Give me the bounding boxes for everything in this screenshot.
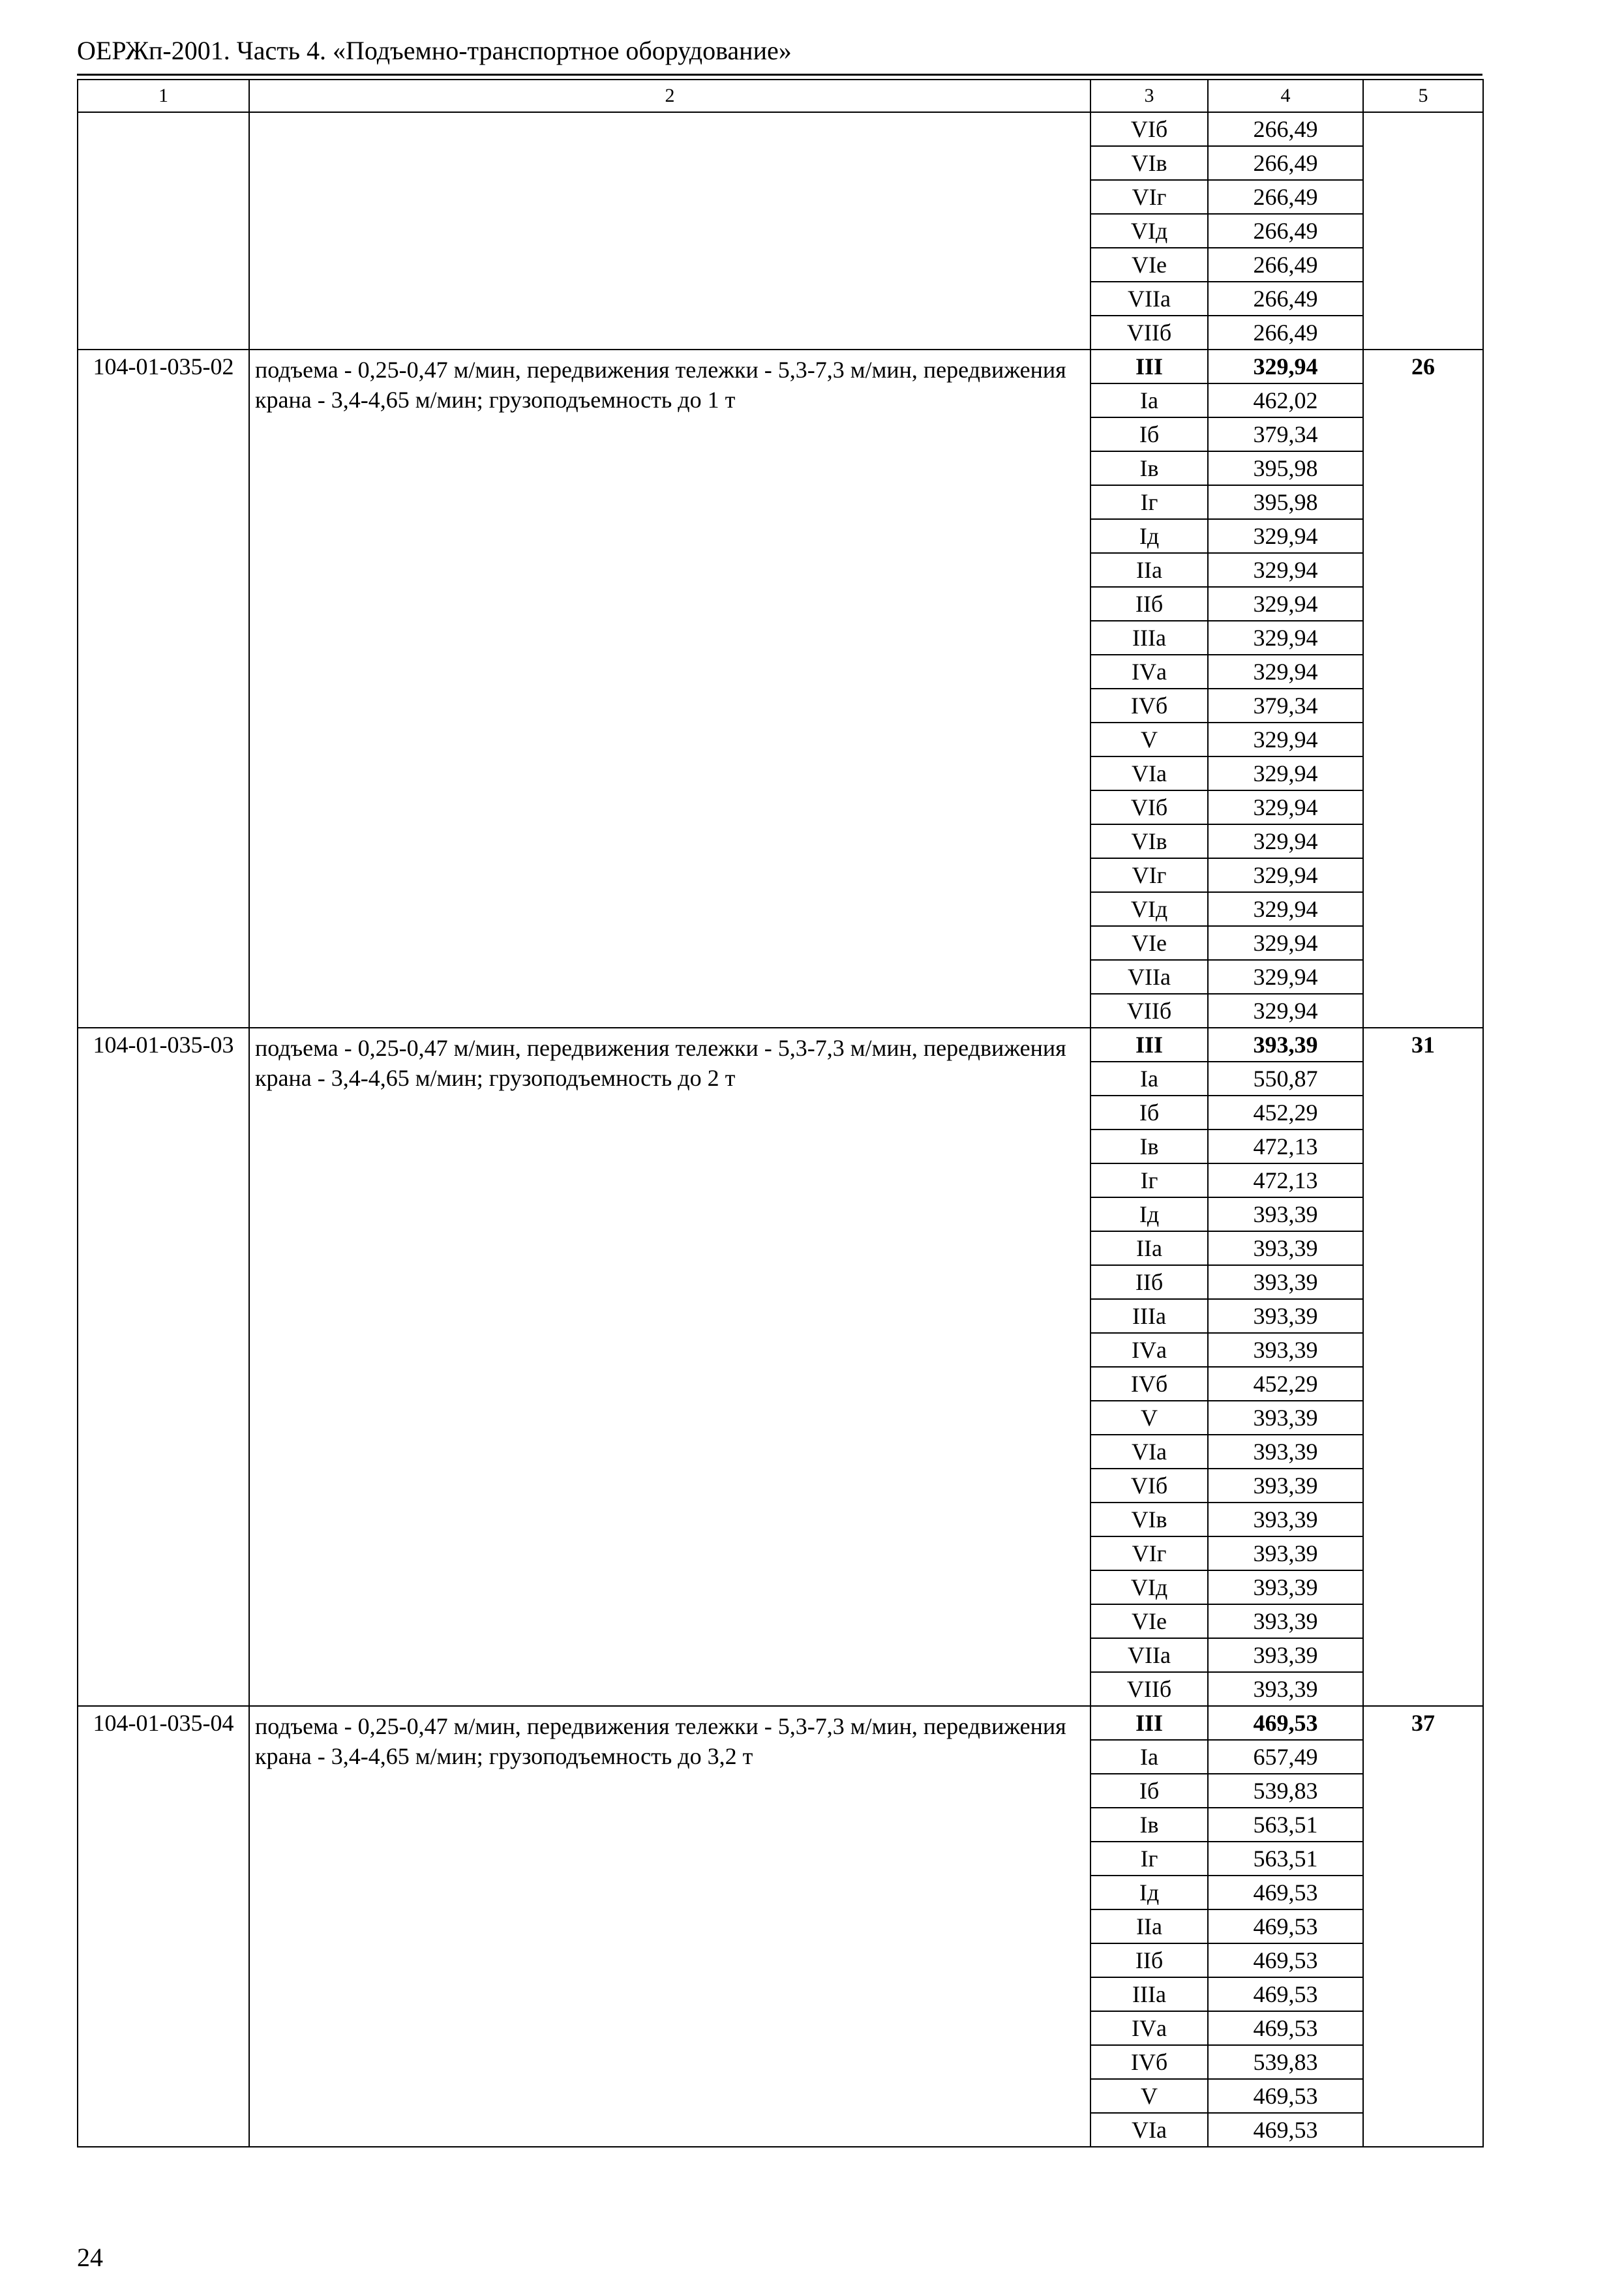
region-category: Iг [1090,485,1208,519]
price-value: 329,94 [1208,621,1363,655]
table-row [78,350,1483,383]
price-value: 393,39 [1208,1333,1363,1367]
region-category: VIIа [1090,282,1208,316]
region-category: Iг [1090,1842,1208,1876]
price-value: 472,13 [1208,1163,1363,1197]
price-value: 266,49 [1208,112,1363,146]
price-value: 329,94 [1208,519,1363,553]
region-category: IVа [1090,1333,1208,1367]
region-category: V [1090,723,1208,756]
column-header-1: 1 [78,80,249,112]
region-category: VIа [1090,2113,1208,2147]
price-value: 329,94 [1208,790,1363,824]
price-value: 329,94 [1208,824,1363,858]
region-category: IIа [1090,553,1208,587]
price-value: 393,39 [1208,1299,1363,1333]
price-value: 393,39 [1208,1435,1363,1469]
price-value: 266,49 [1208,214,1363,248]
region-category: VIг [1090,858,1208,892]
region-category: VIIа [1090,960,1208,994]
price-value: 329,94 [1208,587,1363,621]
table-row [78,1028,1483,1062]
region-category: VIб [1090,1469,1208,1503]
region-category: VIIа [1090,1638,1208,1672]
item-total [1363,112,1483,350]
region-category: Iа [1090,1740,1208,1774]
page-header-title: ОЕРЖп-2001. Часть 4. «Подъемно-транспортное оборудование» [77,36,792,65]
region-category: Iд [1090,1876,1208,1909]
price-value: 393,39 [1208,1638,1363,1672]
price-value: 379,34 [1208,689,1363,723]
price-value: 452,29 [1208,1367,1363,1401]
region-category: IVб [1090,2045,1208,2079]
rates-table [77,79,1484,2147]
price-value: 329,94 [1208,960,1363,994]
region-category: IVа [1090,2011,1208,2045]
region-category: VIв [1090,1503,1208,1536]
price-value: 393,39 [1208,1469,1363,1503]
region-category: VIд [1090,1570,1208,1604]
price-value: 266,49 [1208,180,1363,214]
region-category: VIIб [1090,994,1208,1028]
price-value: 469,53 [1208,1909,1363,1943]
item-description: подъема - 0,25-0,47 м/мин, передвижения тележки - 5,3-7,3 м/мин, передвижения крана - 3,4-4,65 м/мин; грузоподъемность до 3,2 т [249,1706,1090,2147]
item-code: 104-01-035-03 [78,1028,249,1706]
price-value: 393,39 [1208,1604,1363,1638]
region-category: Iб [1090,1774,1208,1808]
region-category: IVб [1090,689,1208,723]
column-header-5: 5 [1363,80,1483,112]
item-description [249,112,1090,350]
price-value: 469,53 [1208,1977,1363,2011]
price-value: 379,34 [1208,417,1363,451]
price-value: 393,39 [1208,1197,1363,1231]
price-value: 393,39 [1208,1536,1363,1570]
header-divider [77,74,1482,76]
region-category: Iб [1090,417,1208,451]
price-value: 266,49 [1208,282,1363,316]
item-description: подъема - 0,25-0,47 м/мин, передвижения тележки - 5,3-7,3 м/мин, передвижения крана - 3,4-4,65 м/мин; грузоподъемность до 2 т [249,1028,1090,1706]
price-value: 563,51 [1208,1842,1363,1876]
page-number: 24 [77,2243,103,2272]
price-value: 563,51 [1208,1808,1363,1842]
item-code: 104-01-035-04 [78,1706,249,2147]
price-value: 539,83 [1208,2045,1363,2079]
price-value: 395,98 [1208,451,1363,485]
price-value: 539,83 [1208,1774,1363,1808]
region-category: IIIа [1090,621,1208,655]
price-value: 329,94 [1208,553,1363,587]
item-code: 104-01-035-02 [78,350,249,1028]
price-value: 329,94 [1208,655,1363,689]
region-category: VIг [1090,1536,1208,1570]
region-category: Iд [1090,519,1208,553]
price-value: 266,49 [1208,146,1363,180]
region-category: VIа [1090,756,1208,790]
item-total: 37 [1363,1706,1483,2147]
region-category: Iв [1090,1130,1208,1163]
region-category: IIб [1090,587,1208,621]
region-category: V [1090,1401,1208,1435]
price-value: 469,53 [1208,1706,1363,1740]
region-category: IIб [1090,1265,1208,1299]
item-total: 31 [1363,1028,1483,1706]
table-body [78,112,1483,2147]
region-category: VIд [1090,214,1208,248]
region-category: VIе [1090,926,1208,960]
price-value: 329,94 [1208,858,1363,892]
column-header-4: 4 [1208,80,1363,112]
region-category: III [1090,1706,1208,1740]
price-value: 469,53 [1208,1876,1363,1909]
region-category: VIе [1090,1604,1208,1638]
region-category: IIб [1090,1943,1208,1977]
region-category: IIа [1090,1231,1208,1265]
table-row [78,112,1483,146]
price-value: 393,39 [1208,1231,1363,1265]
price-value: 329,94 [1208,892,1363,926]
item-total: 26 [1363,350,1483,1028]
region-category: VIб [1090,112,1208,146]
price-value: 266,49 [1208,248,1363,282]
region-category: VIе [1090,248,1208,282]
region-category: VIд [1090,892,1208,926]
region-category: Iв [1090,451,1208,485]
price-value: 329,94 [1208,926,1363,960]
region-category: VIа [1090,1435,1208,1469]
region-category: VIIб [1090,1672,1208,1706]
price-value: 469,53 [1208,2011,1363,2045]
column-header-2: 2 [249,80,1090,112]
region-category: Iа [1090,1062,1208,1096]
price-value: 469,53 [1208,2113,1363,2147]
price-value: 393,39 [1208,1028,1363,1062]
price-value: 329,94 [1208,994,1363,1028]
region-category: IVб [1090,1367,1208,1401]
region-category: Iа [1090,383,1208,417]
region-category: VIIб [1090,316,1208,350]
region-category: IIIа [1090,1977,1208,2011]
region-category: VIв [1090,824,1208,858]
region-category: Iг [1090,1163,1208,1197]
region-category: IVа [1090,655,1208,689]
column-header-3: 3 [1090,80,1208,112]
price-value: 393,39 [1208,1672,1363,1706]
item-description: подъема - 0,25-0,47 м/мин, передвижения тележки - 5,3-7,3 м/мин, передвижения крана - 3,4-4,65 м/мин; грузоподъемность до 1 т [249,350,1090,1028]
price-value: 657,49 [1208,1740,1363,1774]
price-value: 393,39 [1208,1265,1363,1299]
region-category: VIг [1090,180,1208,214]
region-category: IIа [1090,1909,1208,1943]
table-row [78,1706,1483,1740]
region-category: III [1090,350,1208,383]
region-category: VIб [1090,790,1208,824]
region-category: Iб [1090,1096,1208,1130]
price-value: 462,02 [1208,383,1363,417]
price-value: 393,39 [1208,1570,1363,1604]
price-value: 266,49 [1208,316,1363,350]
price-value: 329,94 [1208,723,1363,756]
price-value: 550,87 [1208,1062,1363,1096]
price-value: 452,29 [1208,1096,1363,1130]
item-code [78,112,249,350]
price-value: 329,94 [1208,756,1363,790]
price-value: 469,53 [1208,1943,1363,1977]
price-value: 469,53 [1208,2079,1363,2113]
region-category: VIв [1090,146,1208,180]
column-number-row [78,80,1483,112]
region-category: V [1090,2079,1208,2113]
price-value: 329,94 [1208,350,1363,383]
region-category: III [1090,1028,1208,1062]
price-value: 393,39 [1208,1503,1363,1536]
region-category: Iд [1090,1197,1208,1231]
price-value: 395,98 [1208,485,1363,519]
region-category: IIIа [1090,1299,1208,1333]
price-value: 472,13 [1208,1130,1363,1163]
region-category: Iв [1090,1808,1208,1842]
price-value: 393,39 [1208,1401,1363,1435]
